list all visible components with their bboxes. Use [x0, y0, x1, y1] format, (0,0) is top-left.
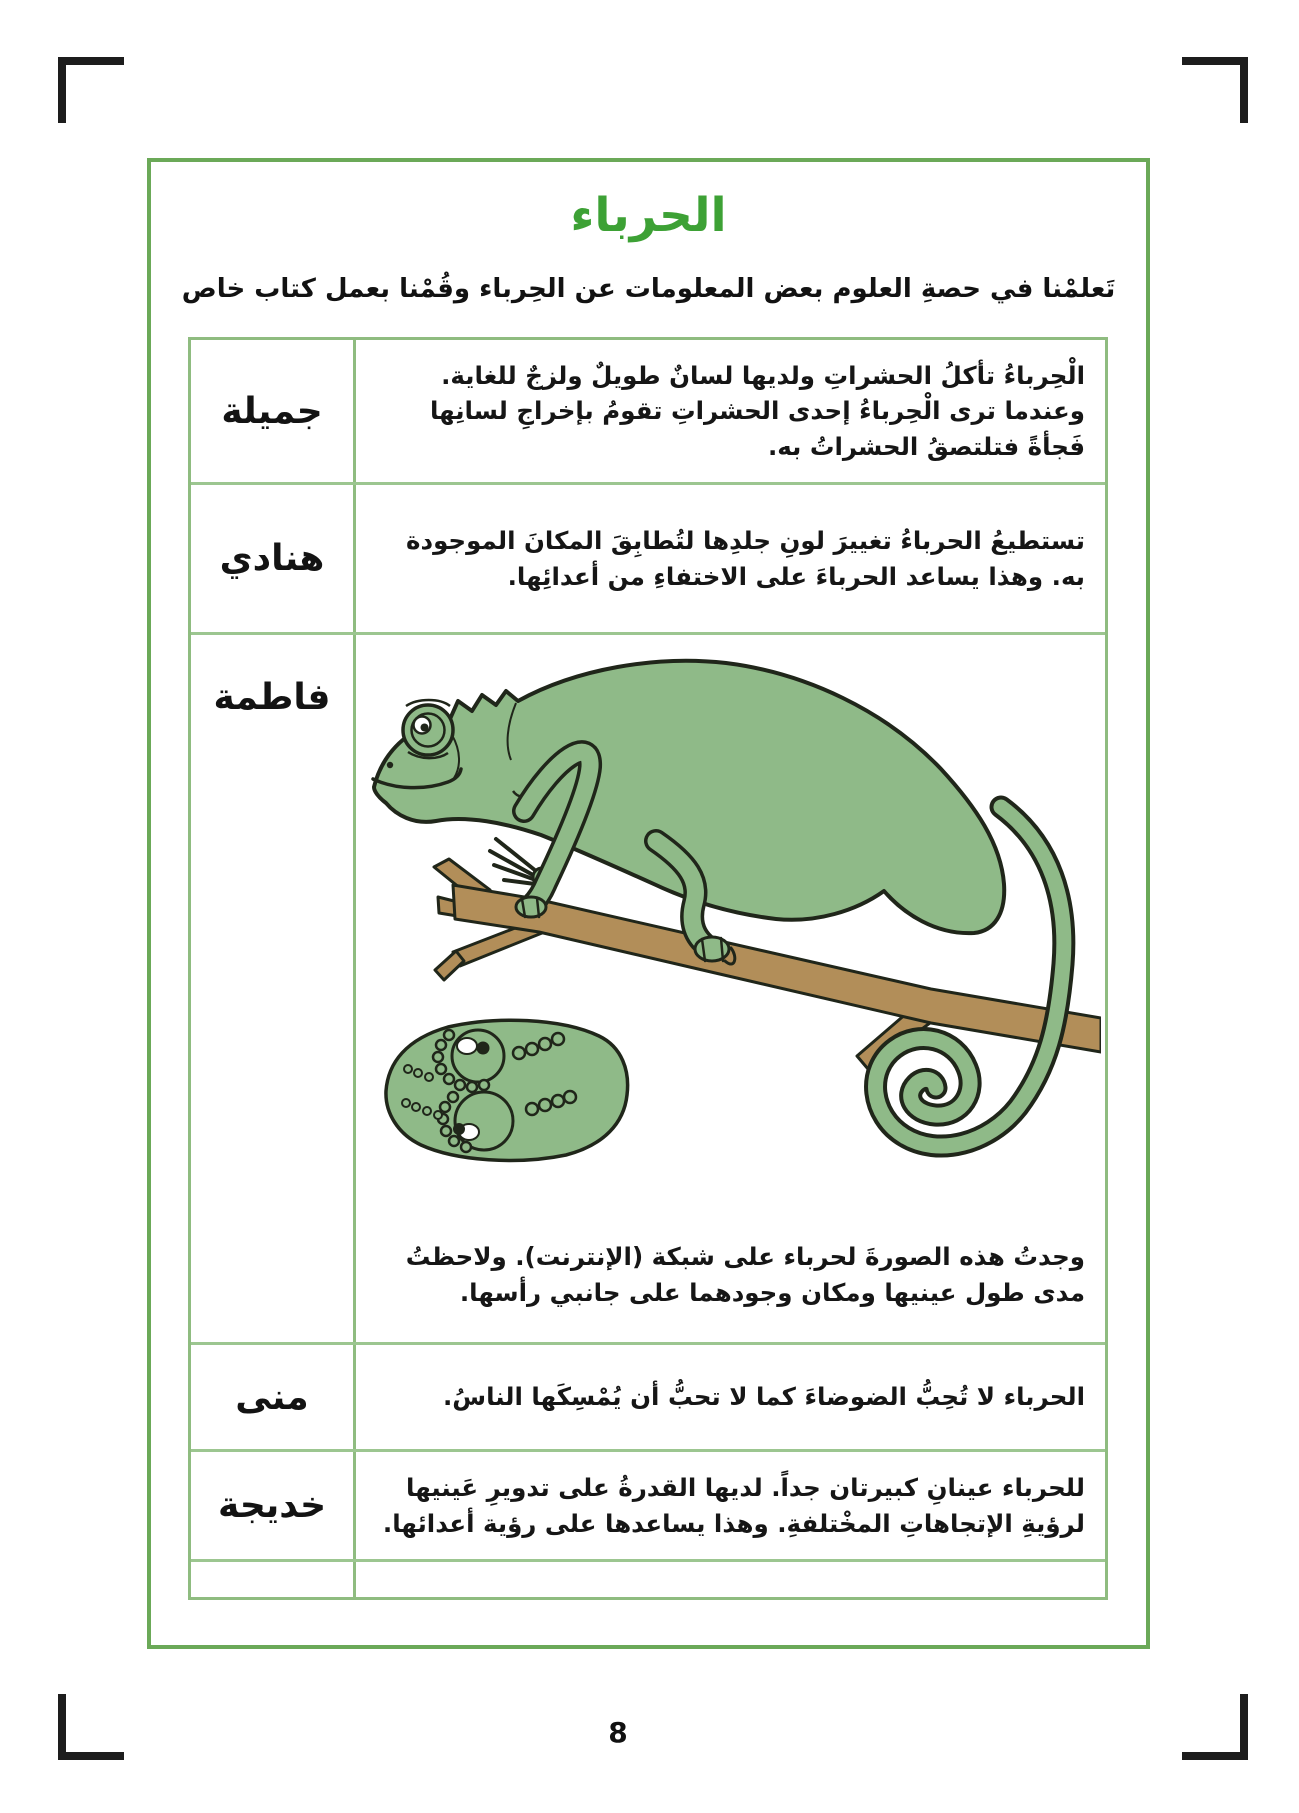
page-number: 8	[608, 1716, 628, 1749]
chameleon-facts-table	[188, 337, 1108, 1600]
page-subtitle: تَعلمْنا في حصةِ العلوم بعض المعلومات عن الحِرباء وقُمْنا بعمل كتاب خاص	[181, 274, 1116, 304]
table-row-empty	[191, 1562, 1105, 1597]
student-name-cell: جميلة	[191, 340, 356, 482]
table-row	[191, 1345, 1105, 1452]
fact-text: تستطيعُ الحرباءُ تغييرَ لونِ جلدِها لتُطابِقَ المكانَ الموجودة به. وهذا يساعد الحرباءَ على الاختفاءِ من أعدائِها.	[406, 525, 1085, 591]
fact-text-cell	[356, 340, 1105, 482]
page-title: الحرباء	[570, 188, 727, 243]
fact-text: الحرباء لا تُحِبُّ الضوضاءَ كما لا تحبُّ أن يُمْسِكَها الناسُ.	[442, 1382, 1085, 1412]
caption-text: وجدتُ هذه الصورةَ لحرباء على شبكة (الإنترنت). ولاحظتُ مدى طول عينيها ومكان وجودهما على جانبي رأسها.	[405, 1242, 1085, 1307]
fact-text: الْحِرباءُ تأكلُ الحشراتِ ولديها لسانٌ طويلٌ ولزجٌ للغاية. وعندما ترى الْحِرباءُ إحدى الحشراتِ تقومُ بإخراجِ لسانِها فَجأةً فتلتصقُ الحشراتُ به.	[429, 360, 1085, 461]
fact-image-cell	[356, 635, 1105, 1342]
student-name-cell: خديجة	[191, 1452, 356, 1559]
nostril-dot	[387, 762, 393, 768]
table-row	[191, 340, 1105, 485]
student-name-cell: هنادي	[191, 485, 356, 632]
chameleon-drawing	[356, 639, 1101, 1225]
student-name-cell	[191, 1562, 356, 1597]
fact-text-cell	[356, 1345, 1105, 1449]
table-row	[191, 1452, 1105, 1562]
crop-mark-top-left	[58, 57, 124, 123]
fact-text-cell	[356, 485, 1105, 632]
chameleon-eye	[403, 700, 453, 758]
page-border-frame	[147, 158, 1150, 1649]
chameleon-head-closeup	[386, 1020, 628, 1160]
chameleon-figure	[356, 639, 1105, 1225]
crop-mark-top-right	[1182, 57, 1248, 123]
fact-text: للحرباء عينانِ كبيرتان جداً. لديها القدرةُ على تدويرِ عَينيها لرؤيةِ الإتجاهاتِ المخْتلفةِ. وهذا يساعدها على رؤية أعدائها.	[382, 1472, 1085, 1538]
table-row	[191, 485, 1105, 635]
student-name-cell: فاطمة	[191, 635, 356, 1342]
figure-caption	[356, 1225, 1105, 1310]
table-row	[191, 635, 1105, 1345]
fact-text-cell	[356, 1562, 1105, 1597]
fact-text-cell	[356, 1452, 1105, 1559]
student-name-cell: منى	[191, 1345, 356, 1449]
